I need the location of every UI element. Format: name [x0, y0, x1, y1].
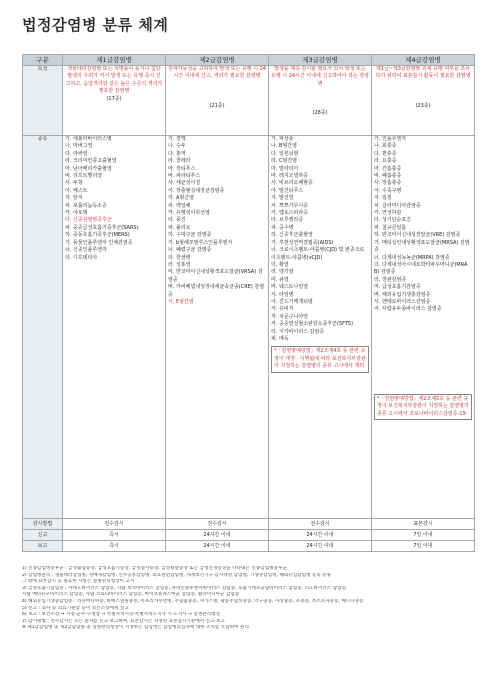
list-item: 하. 신증후군출혈열 [271, 232, 313, 239]
notice-group-3: 24시간 이내 [269, 541, 372, 552]
feature-count: (21종) [209, 102, 225, 109]
classification-table [22, 54, 475, 552]
list-item: 사. 두창 [65, 180, 83, 187]
surveillance-group-4: 표본감시 [372, 519, 475, 530]
list-item: 파. 공수병 [271, 224, 294, 231]
list-item: 차. 클라미디아감염증 [374, 202, 421, 209]
notice-row [23, 541, 475, 552]
list-item: 나. B형간염 [271, 143, 297, 150]
list-item: 처. 치쿤구니야열 [271, 313, 308, 320]
notice-group-4: 7일 이내 [372, 541, 475, 552]
types-group-1 [63, 136, 166, 519]
report-group-2: 24시간 이내 [166, 530, 269, 541]
list-item: 카. 렙토스피라증 [271, 210, 308, 217]
list-item: 마. 말라리아 [271, 165, 299, 172]
list-item: 바. 폐흡충증 [374, 173, 402, 180]
list-item: 자. 발진열 [271, 195, 294, 202]
list-item: 너. 폐렴구균 감염증 [168, 247, 212, 254]
list-item: 거. 메티실린내성황색포도알균(MRSA) 감염증 [374, 239, 470, 254]
list-item: 바. 리프트밸리열 [65, 173, 102, 180]
note-box-group-4: *「감염병예방법」제2조제5호 등 관련 규정이 보건복지부장관이 지정하는 감염병의 종류 고시에서 코로나바이러스감염증-19 [374, 394, 472, 420]
list-item: 가. 인플루엔자 [374, 136, 407, 142]
list-item: 가. 에볼라바이러스병 [65, 136, 112, 142]
list-item: 자. 임질 [374, 195, 392, 202]
disease-list-group-1 [65, 136, 163, 262]
feature-count: (28종) [312, 110, 328, 117]
footnote-line: ※ 제1급감염병 및 제2급감염병 중 질병관리청장이 지정하는 감염병은 감염병의심자에 대한 조치를 포함하여 관리 [22, 625, 249, 631]
feature-count: (17종) [106, 95, 122, 102]
list-item: 바. 레지오넬라증 [271, 173, 308, 180]
list-item: 마. 간흡충증 [374, 165, 402, 172]
footnote-line: 사람 메타뉴모바이러스 감염증, 사람 코로나바이러스 감염증, 마이코플라스마균 감염증, 클라미디아균 감염증 [22, 592, 240, 598]
list-item: 차. 백일해 [168, 202, 191, 209]
list-item: 러. 뎅기열 [271, 269, 294, 276]
disease-list-group-2 [168, 136, 266, 306]
surveillance-row [23, 519, 475, 530]
header-category: 구분 [23, 55, 63, 66]
list-item: 다. 편충증 [374, 150, 397, 157]
types-group-3 [269, 136, 372, 519]
list-item: 머. 큐열 [271, 276, 289, 283]
types-row [23, 136, 475, 519]
list-item: 더. 황열 [271, 261, 289, 268]
list-item: 라. 크리미안콩고출혈열 [65, 158, 117, 165]
footnote-line: 4) 해외유입기생충감염증 : 리슈마니아증, 바베스열원충증, 아프리카수면병, 주혈흡충증, 샤가스병, 광동주혈선충증, 악구충증, 사상충증, 포충증, 톡소포자충증, 메디나충증 [22, 598, 364, 604]
row-label-notice: 보고 [23, 541, 63, 552]
list-item: 버. 웨스트나일열 [271, 284, 308, 291]
list-item: 가. 파상풍 [271, 136, 294, 142]
footnote-line: 5) 신고 : 의사 등 의료기관장 등이 보건소장에게 신고 [22, 605, 129, 611]
list-item: 하. 수막구균 감염증 [168, 232, 212, 239]
surveillance-group-1: 전수감시 [63, 519, 166, 530]
types-group-4 [372, 136, 475, 519]
list-item: 차. 보툴리눔독소증 [65, 202, 107, 209]
feature-text: 생물테러감염병 또는 치명률이 높거나 집단 발생의 우려가 커서 발생 또는 유행 즉시 신고하고, 음압격리와 같은 높은 수준의 격리가 필요한 감염병 [65, 66, 163, 95]
footnote-line: 3) 급성호흡기감염증 : 아데노바이러스 감염증, 사람 보카바이러스 감염증, 파라인플루엔자바이러스 감염증, 호흡기세포융합바이러스 감염증, 리노바이러스 감염증, [22, 585, 348, 591]
list-item: 러. 성홍열 [168, 261, 191, 268]
list-item: 파. 폴리오 [168, 224, 191, 231]
list-item: 서. 엔테로바이러스감염증 [374, 298, 431, 305]
list-item: 머. 급성호흡기감염증 [374, 284, 421, 291]
disease-list-group-4 [374, 136, 472, 314]
report-group-3: 24시간 이내 [269, 530, 372, 541]
list-item: 서. E형간염 [168, 298, 194, 305]
list-item: 거. b형헤모필루스인플루엔자 [168, 239, 233, 246]
list-item: 어. 사람유두종바이러스 감염증 [374, 306, 442, 313]
note-box-group-3: *「감염병예방법」제2조제4호 등 관련 규정이 개정 · 시행됨에 따라 보건복지부장관이 지정하는 감염병의 종류 고시에서 제외 [271, 346, 369, 372]
list-item: 터. 지카바이러스 감염증 [271, 328, 325, 335]
list-item: 파. 중증급성호흡기증후군(SARS) [65, 224, 139, 231]
header-row [23, 55, 475, 66]
notice-group-1: 즉시 [63, 541, 166, 552]
list-item: 거. 동물인플루엔자 인체감염증 [65, 239, 133, 246]
row-label-surveillance: 감시방법 [23, 519, 63, 530]
list-item: 타. 성기단순포진 [374, 217, 411, 224]
disease-list-group-3 [271, 136, 369, 343]
feature-group-4 [372, 66, 475, 136]
feature-count: (23종) [415, 102, 431, 109]
list-item: 라. 콜레라 [168, 158, 191, 165]
report-group-4: 7일 이내 [372, 530, 475, 541]
feature-text: 발생을 계속 감시할 필요가 있어 발생 또는 유행 시 24시간 이내에 신고하여야 하는 감염병 [271, 66, 370, 87]
header-group-1: 제1급감염병 [63, 55, 166, 66]
footnote-line: 1) 신종감염병증후군 : 급성출혈증상, 급성호흡기증상, 급성설사증상, 급성황달증상 또는 급성신경증상을 나타내는 신종감염병증후군 [22, 566, 287, 571]
list-item: 버. 카바페넴내성장내세균속균종(CRE) 감염증 [168, 284, 265, 298]
list-item: 카. 유행성이하선염 [168, 210, 210, 217]
list-item: 다. 일본뇌염 [271, 150, 299, 157]
list-item: 머. 반코마이신내성황색포도알균(VRSA) 감염증 [168, 269, 263, 283]
list-item: 타. 신종감염병증후군 [65, 217, 112, 224]
list-item: 더. 다제내성아시네토박터바우마니균(MRAB) 감염증 [374, 261, 468, 276]
list-item: 아. 발진티푸스 [271, 187, 304, 194]
footnote-line: 2) 감염병관리 : 생물테러감염병, 성매개감염병, 인수공통감염병, 의료관련감염병, 세계보건기구 감시대상 감염병, 기생충감염병, 해외유입감염병 등의 분류 [22, 572, 332, 578]
list-item: 더. 디프테리아 [65, 254, 98, 261]
list-item: 더. 한센병 [168, 254, 191, 261]
list-item: 하. 중동호흡기증후군(MERS) [65, 232, 130, 239]
row-label-types: 종류 [23, 136, 63, 519]
row-label-feature: 특성 [23, 66, 63, 136]
list-item: 마. 장티푸스 [168, 165, 196, 172]
list-item: 아. 페스트 [65, 187, 88, 194]
feature-row [23, 66, 475, 136]
list-item: 나. 수두 [168, 143, 186, 150]
list-item: 너. 다제내성녹농균(MRPA) 감염증 [374, 254, 450, 261]
list-item: 차. 쯔쯔가무시증 [271, 202, 308, 209]
list-item: 커. 중증열성혈소판감소증후군(SFTS) [271, 321, 354, 328]
list-item: 카. 연성하감 [374, 210, 402, 217]
footnote-line: 6) 보고 : 보건소장 → 시장·군수·구청장 → 특별자치시장·특별자치도지사·시·도지사 → 질병관리청장 [22, 612, 221, 618]
list-item: 나. 회충증 [374, 143, 397, 150]
list-item: 아. 장출혈성대장균감염증 [168, 187, 225, 194]
list-item: 파. 첨규콘딜롬 [374, 224, 407, 231]
list-item: 바. 파라티푸스 [168, 173, 201, 180]
list-item: 자. A형간염 [168, 195, 194, 202]
header-group-3: 제3급감염병 [269, 55, 372, 66]
list-item: 서. 라임병 [271, 291, 294, 298]
list-item: 라. C형간염 [271, 158, 297, 165]
list-item: 가. 결핵 [168, 136, 186, 142]
list-item: 버. 해외유입기생충감염증 [374, 291, 431, 298]
list-item: 거. 후천성면역결핍증(AIDS) [271, 239, 334, 246]
list-item: 사. 비브리오패혈증 [271, 180, 313, 187]
feature-text: 제1급~제3급감염병 외에 유행 여부를 조사하기 위하여 표본감시 활동이 필요한 감염병 [375, 66, 471, 80]
feature-group-3 [269, 66, 372, 136]
list-item: 마. 남아메리카출혈열 [65, 165, 112, 172]
list-item: 다. 라싸열 [65, 150, 88, 157]
footnote-line: 그 밖에 표본감시 등 필요한 사항은 질병관리청장이 고시 [22, 579, 135, 585]
header-group-4: 제4급감염병 [372, 55, 475, 66]
types-group-2 [166, 136, 269, 519]
list-item: 라. 요충증 [374, 158, 397, 165]
list-item: 하. 반코마이신내성장알균(VRE) 감염증 [374, 232, 461, 239]
notice-group-2: 24시간 이내 [166, 541, 269, 552]
list-item: 아. 수족구병 [374, 187, 402, 194]
list-item: 저. 유비저 [271, 306, 294, 313]
feature-text: 전파가능성을 고려하여 발생 또는 유행 시 24시간 이내에 신고, 격리가 필요한 감염병 [168, 66, 267, 80]
footnote-line: 7) 감시방법 : 전수감시는 모든 환자를 신고·보고하며, 표본감시는 지정된 표본감시기관에서 신고·보고 [22, 618, 225, 624]
list-item: 카. 야토병 [65, 210, 88, 217]
report-group-1: 즉시 [63, 530, 166, 541]
row-label-report: 신고 [23, 530, 63, 541]
page-title: 법정감염병 분류 체계 [22, 16, 169, 34]
list-item: 나. 마버그열 [65, 143, 93, 150]
list-item: 러. 장관감염증 [374, 276, 407, 283]
report-row [23, 530, 475, 541]
list-item: 너. 신종인플루엔자 [65, 247, 107, 254]
list-item: 퍼. 매독 [271, 335, 289, 342]
list-item: 너. 크로이츠펠트-야콥병(CJD) 및 변종크로이츠펠트-야콥병(vCJD) [271, 247, 365, 261]
list-item: 사. 장흡충증 [374, 180, 402, 187]
feature-group-2 [166, 66, 269, 136]
surveillance-group-2: 전수감시 [166, 519, 269, 530]
footnotes [22, 566, 474, 632]
feature-group-1 [63, 66, 166, 136]
list-item: 타. 브루셀라증 [271, 217, 304, 224]
list-item: 타. 풍진 [168, 217, 186, 224]
list-item: 사. 세균성이질 [168, 180, 201, 187]
surveillance-group-3: 전수감시 [269, 519, 372, 530]
list-item: 어. 진드기매개뇌염 [271, 298, 313, 305]
header-group-2: 제2급감염병 [166, 55, 269, 66]
list-item: 자. 탄저 [65, 195, 83, 202]
list-item: 다. 홍역 [168, 150, 186, 157]
